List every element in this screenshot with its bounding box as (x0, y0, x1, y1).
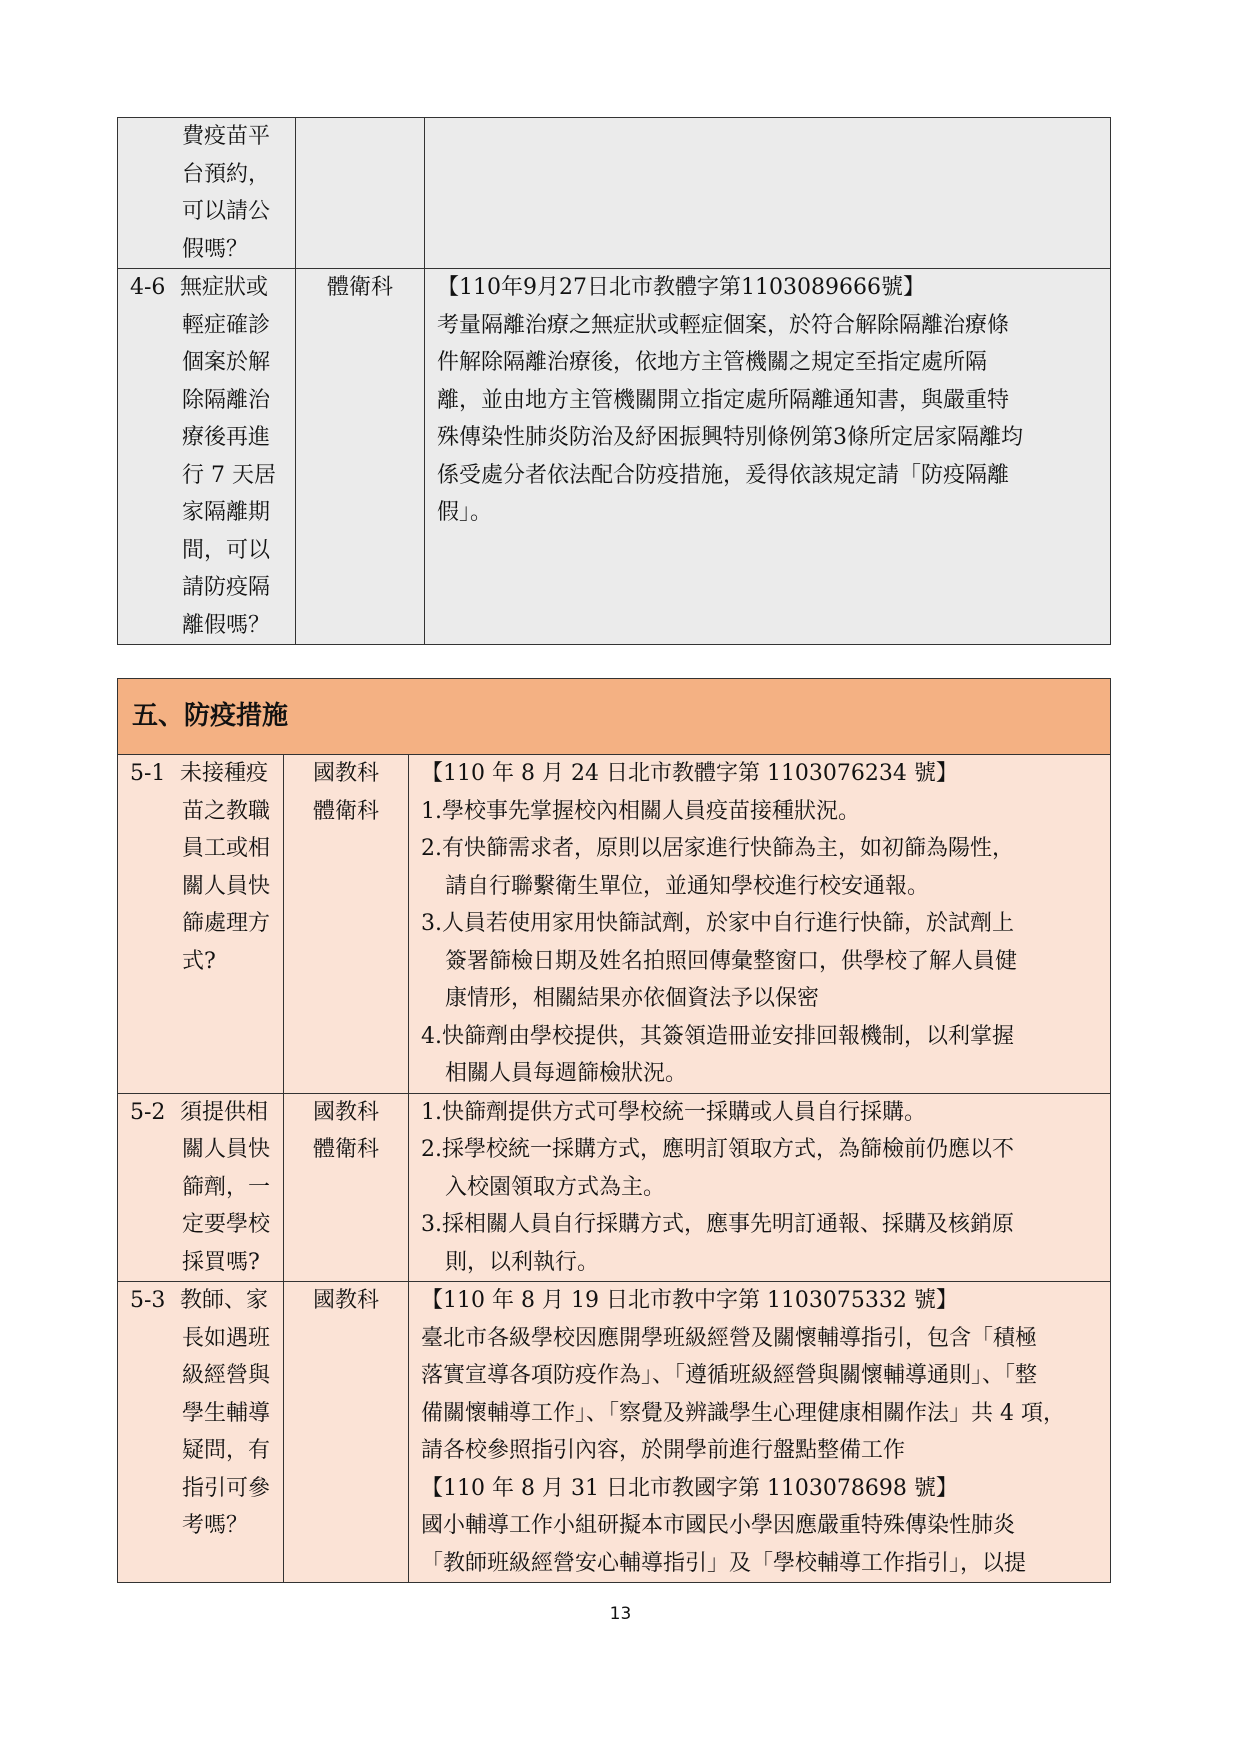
answer-text: 採相關人員自行採購方式，應事先明訂通報、採購及核銷原 (442, 1212, 1015, 1237)
question-text-line: 級經營與 (182, 1363, 271, 1388)
answer-list-line (421, 1094, 1100, 1132)
answer-text-line: 考量隔離治療之無症狀或輕症個案，於符合解除隔離治療條 (437, 312, 1010, 338)
answer-list-line (421, 1169, 1100, 1207)
question-text-line: 家隔離期 (182, 500, 271, 525)
answer-text-line: 【110年9月27日北市教體字第1103089666號】 (437, 275, 925, 300)
answer-text: 【110 年 8 月 24 日北市教體字第 1103076234 號】 (421, 761, 958, 786)
answer-text: 學校事先掌握校內相關人員疫苗接種狀況。 (442, 798, 861, 824)
answer-list-line (421, 905, 1100, 943)
answer-list-line (421, 980, 1100, 1018)
answer-text-line: 「教師班級經營安心輔導指引」及「學校輔導工作指引」，以提 (421, 1550, 1027, 1576)
answer-text-line: 殊傳染性肺炎防治及紓困振興特別條例第3條所定居家隔離均 (437, 425, 1023, 450)
answer-text-line: 係受處分者依法配合防疫措施，爰得依該規定請「防疫隔離 (437, 462, 1010, 488)
question-cell (118, 755, 284, 1094)
question-text-line: 療後再進 (182, 425, 271, 450)
dept-label: 國教科 (312, 761, 379, 786)
question-number: 5-3 (130, 1288, 166, 1313)
question-text-line: 行 7 天居 (182, 462, 276, 488)
question-text-line: 除隔離治 (182, 387, 271, 413)
question-text: 教師、家 (180, 1288, 269, 1313)
question-text-line: 長如遇班 (182, 1325, 271, 1351)
answer-text: 則，以利執行。 (445, 1249, 600, 1275)
question-text: 未接種疫 (180, 761, 269, 786)
question-text-line: 可以請公 (182, 199, 271, 224)
answer-list-line (421, 868, 1100, 906)
dept-label: 體衛科 (312, 1137, 379, 1162)
table-row (118, 1093, 1111, 1282)
question-cell (118, 118, 296, 269)
question-text-line: 請防疫隔 (182, 575, 271, 600)
answer-text: 快篩劑由學校提供，其簽領造冊並安排回報機制，以利掌握 (442, 1023, 1015, 1049)
question-text-line: 考嗎？ (182, 1513, 249, 1538)
question-text-line: 篩處理方 (182, 911, 271, 936)
question-number-line (130, 1282, 279, 1320)
answer-text-line: 國小輔導工作小組研擬本市國民小學因應嚴重特殊傳染性肺炎 (421, 1513, 1016, 1538)
answer-cell (425, 269, 1111, 645)
answer-text-line: 備關懷輔導工作」、「察覺及辨識學生心理健康相關作法」共 4 項， (421, 1400, 1065, 1426)
qa-table-section-5 (117, 678, 1111, 1583)
list-number: 2. (421, 836, 442, 861)
answer-text-line: 落實宣導各項防疫作為」、「遵循班級經營與關懷輔導通則」、「整 (421, 1363, 1038, 1388)
question-text-line: 台預約， (182, 161, 271, 187)
answer-cell (409, 755, 1111, 1094)
answer-text: 入校園領取方式為主。 (445, 1174, 666, 1200)
list-number: 2. (421, 1137, 442, 1162)
question-text: 無症狀或 (180, 275, 269, 300)
answer-cell (409, 1282, 1111, 1583)
question-cell (118, 1282, 284, 1583)
dept-label: 體衛科 (312, 798, 379, 824)
answer-text: 康情形，相關結果亦依個資法予以保密 (445, 986, 820, 1011)
answer-list-line (421, 1206, 1100, 1244)
list-number: 1. (421, 798, 442, 824)
list-number: 3. (421, 911, 442, 936)
question-number: 5-1 (130, 761, 166, 786)
answer-text: 請自行聯繫衛生單位，並通知學校進行校安通報。 (445, 873, 930, 899)
answer-text: 採學校統一採購方式，應明訂領取方式，為篩檢前仍應以不 (442, 1137, 1015, 1162)
answer-text: 簽署篩檢日期及姓名拍照回傳彙整窗口，供學校了解人員健 (445, 948, 1018, 974)
answer-cell (409, 1093, 1111, 1282)
answer-text-line: 【110 年 8 月 31 日北市教國字第 1103078698 號】 (421, 1475, 958, 1501)
dept-label: 國教科 (312, 1288, 379, 1313)
answer-list-line (421, 1131, 1100, 1169)
answer-list-line (421, 755, 1100, 793)
dept-cell (284, 755, 409, 1094)
list-number: 3. (421, 1212, 442, 1237)
answer-list-line (421, 793, 1100, 831)
question-text-line: 學生輔導 (182, 1400, 271, 1426)
question-text: 須提供相 (180, 1099, 269, 1125)
dept-cell (284, 1093, 409, 1282)
question-text-line: 費疫苗平 (182, 124, 271, 149)
question-text-line: 間，可以 (182, 537, 271, 563)
answer-list-line (421, 830, 1100, 868)
page-number: 13 (609, 1604, 632, 1624)
table-row (118, 118, 1111, 269)
question-cell (118, 1093, 284, 1282)
question-text-line: 指引可參 (182, 1475, 271, 1501)
answer-text-line: 請各校參照指引內容，於開學前進行盤點整備工作 (421, 1438, 906, 1463)
question-text-line: 關人員快 (182, 1137, 271, 1162)
answer-text: 相關人員每週篩檢狀況。 (445, 1061, 688, 1086)
list-number: 4. (421, 1023, 442, 1049)
answer-text-line: 【110 年 8 月 19 日北市教中字第 1103075332 號】 (421, 1288, 958, 1313)
question-number: 4-6 (130, 275, 166, 300)
section-title: 五、防疫措施 (118, 679, 1111, 755)
qa-table-continued (117, 117, 1111, 645)
question-text-line: 篩劑，一 (182, 1174, 271, 1200)
answer-text: 人員若使用家用快篩試劑，於家中自行進行快篩，於試劑上 (442, 911, 1015, 936)
answer-list-line (421, 1055, 1100, 1093)
answer-text-line: 件解除隔離治療後，依地方主管機關之規定至指定處所隔 (437, 350, 988, 375)
table-row (118, 1282, 1111, 1583)
question-number-line (130, 755, 279, 793)
table-row (118, 269, 1111, 645)
question-number-line (130, 269, 291, 307)
answer-text: 快篩劑提供方式可學校統一採購或人員自行採購。 (442, 1099, 927, 1125)
answer-text: 有快篩需求者，原則以居家進行快篩為主，如初篩為陽性， (442, 836, 1015, 861)
question-text-line: 定要學校 (182, 1212, 271, 1237)
question-text-line: 假嗎？ (182, 236, 249, 262)
list-number: 1. (421, 1099, 442, 1125)
question-text-line: 苗之教職 (182, 798, 271, 824)
dept-cell (296, 269, 425, 645)
question-text-line: 離假嗎？ (182, 612, 271, 638)
question-text-line: 輕症確診 (182, 312, 271, 338)
question-text-line: 疑問，有 (182, 1438, 271, 1463)
question-text-line: 個案於解 (182, 350, 271, 375)
answer-list-line (421, 1018, 1100, 1056)
question-text-line: 式? (182, 948, 216, 974)
answer-text-line: 臺北市各級學校因應開學班級經營及關懷輔導指引，包含「積極 (421, 1325, 1038, 1351)
question-number-line (130, 1094, 279, 1132)
answer-list-line (421, 1244, 1100, 1282)
question-text-line: 關人員快 (182, 873, 271, 899)
dept-label: 體衛科 (326, 275, 393, 300)
dept-cell (296, 118, 425, 269)
section-header-row (118, 679, 1111, 755)
dept-cell (284, 1282, 409, 1583)
dept-label: 國教科 (312, 1099, 379, 1125)
table-row (118, 755, 1111, 1094)
question-text-line: 員工或相 (182, 836, 271, 861)
answer-text-line: 離，並由地方主管機關開立指定處所隔離通知書，與嚴重特 (437, 387, 1010, 413)
question-text-line: 採買嗎? (182, 1249, 260, 1275)
question-number: 5-2 (130, 1099, 166, 1125)
answer-text-line: 假」。 (437, 500, 493, 525)
answer-cell (425, 118, 1111, 269)
question-cell (118, 269, 296, 645)
answer-list-line (421, 943, 1100, 981)
